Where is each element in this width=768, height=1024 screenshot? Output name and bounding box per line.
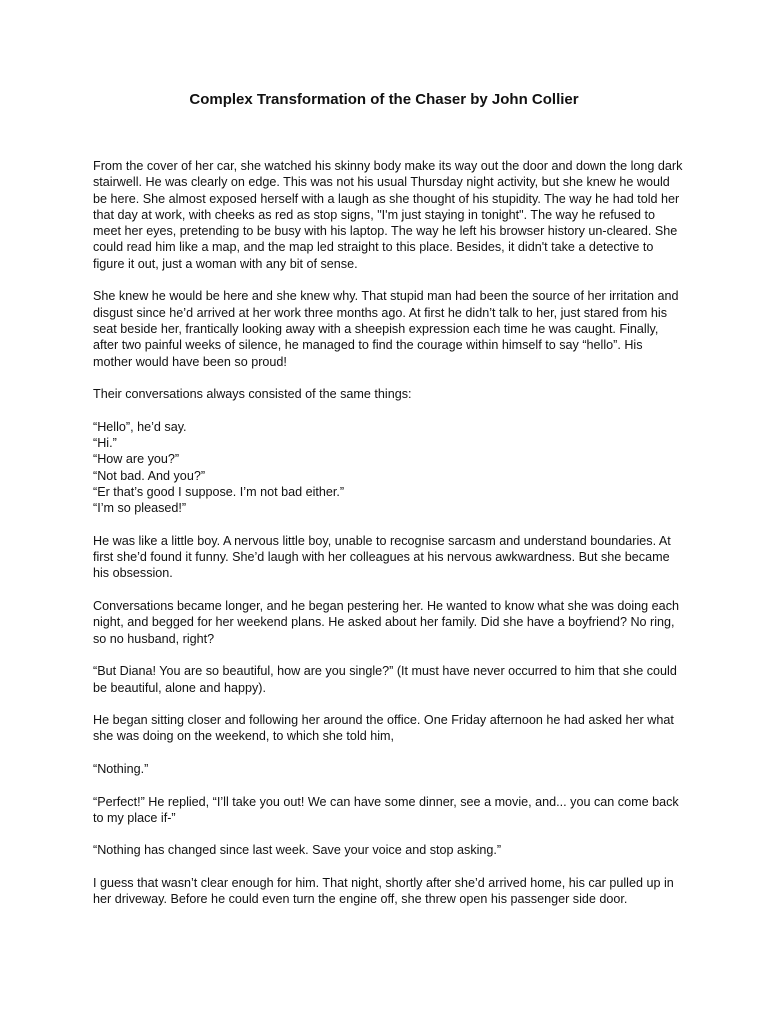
- dialogue-line: “I’m so pleased!”: [93, 501, 187, 516]
- paragraph: He was like a little boy. A nervous little boy, unable to recognise sarcasm and understand boundaries. At first she’d found it funny. She’d laugh with her colleagues at his nervous awkwardness. But she became his obsession.: [93, 533, 671, 581]
- document-title: Complex Transformation of the Chaser by John Collier: [189, 91, 579, 108]
- paragraph: “Perfect!” He replied, “I’ll take you out! We can have some dinner, see a movie, and... you can come back to my place if-”: [93, 794, 679, 825]
- document-body: [93, 158, 683, 908]
- paragraph: He began sitting closer and following her around the office. One Friday afternoon he had asked her what she was doing on the weekend, to which she told him,: [93, 713, 674, 744]
- dialogue-line: “Er that’s good I suppose. I’m not bad either.”: [93, 484, 345, 499]
- dialogue-line: “Hello”, he’d say.: [93, 419, 187, 434]
- paragraph: “But Diana! You are so beautiful, how are you single?” (It must have never occurred to him that she could be beautiful, alone and happy).: [93, 664, 677, 695]
- paragraph: “Nothing.”: [93, 761, 149, 776]
- paragraph: From the cover of her car, she watched his skinny body make its way out the door and down the long dark stairwell. He was clearly on edge. This was not his usual Thursday night activity, but she knew he would be here. She almost exposed herself with a laugh as she thought of his stupidity. The way he had told her that day at work, with cheeks as red as stop signs, "I'm just staying in tonight". The way he refused to meet her eyes, pretending to be busy with his laptop. The way he left his browser history un-cleared. She could read him like a map, and the map led straight to this place. Besides, it didn't take a detective to figure it out, just a woman with any bit of sense.: [93, 159, 683, 271]
- paragraph: “Nothing has changed since last week. Save your voice and stop asking.”: [93, 843, 502, 858]
- paragraph: Conversations became longer, and he began pestering her. He wanted to know what she was doing each night, and begged for her weekend plans. He asked about her family. Did she have a boyfriend? No ring, so no husband, right?: [93, 599, 679, 646]
- paragraph: She knew he would be here and she knew why. That stupid man had been the source of her irritation and disgust since he’d arrived at her work three months ago. At first he didn’t talk to her, just stared from his seat beside her, frantically looking away with a sheepish expression each time he was caught. Finally, after two painful weeks of silence, he managed to find the courage within himself to say “hello”. His mother would have been so proud!: [93, 289, 679, 369]
- dialogue-line: “How are you?”: [93, 452, 180, 467]
- dialogue-block: [93, 419, 683, 517]
- paragraph: I guess that wasn’t clear enough for him. That night, shortly after she’d arrived home, his car pulled up in her driveway. Before he could even turn the engine off, she threw open his passenger side door.: [93, 876, 674, 907]
- dialogue-line: “Not bad. And you?”: [93, 468, 206, 483]
- paragraph: Their conversations always consisted of the same things:: [93, 387, 412, 402]
- dialogue-line: “Hi.”: [93, 436, 117, 451]
